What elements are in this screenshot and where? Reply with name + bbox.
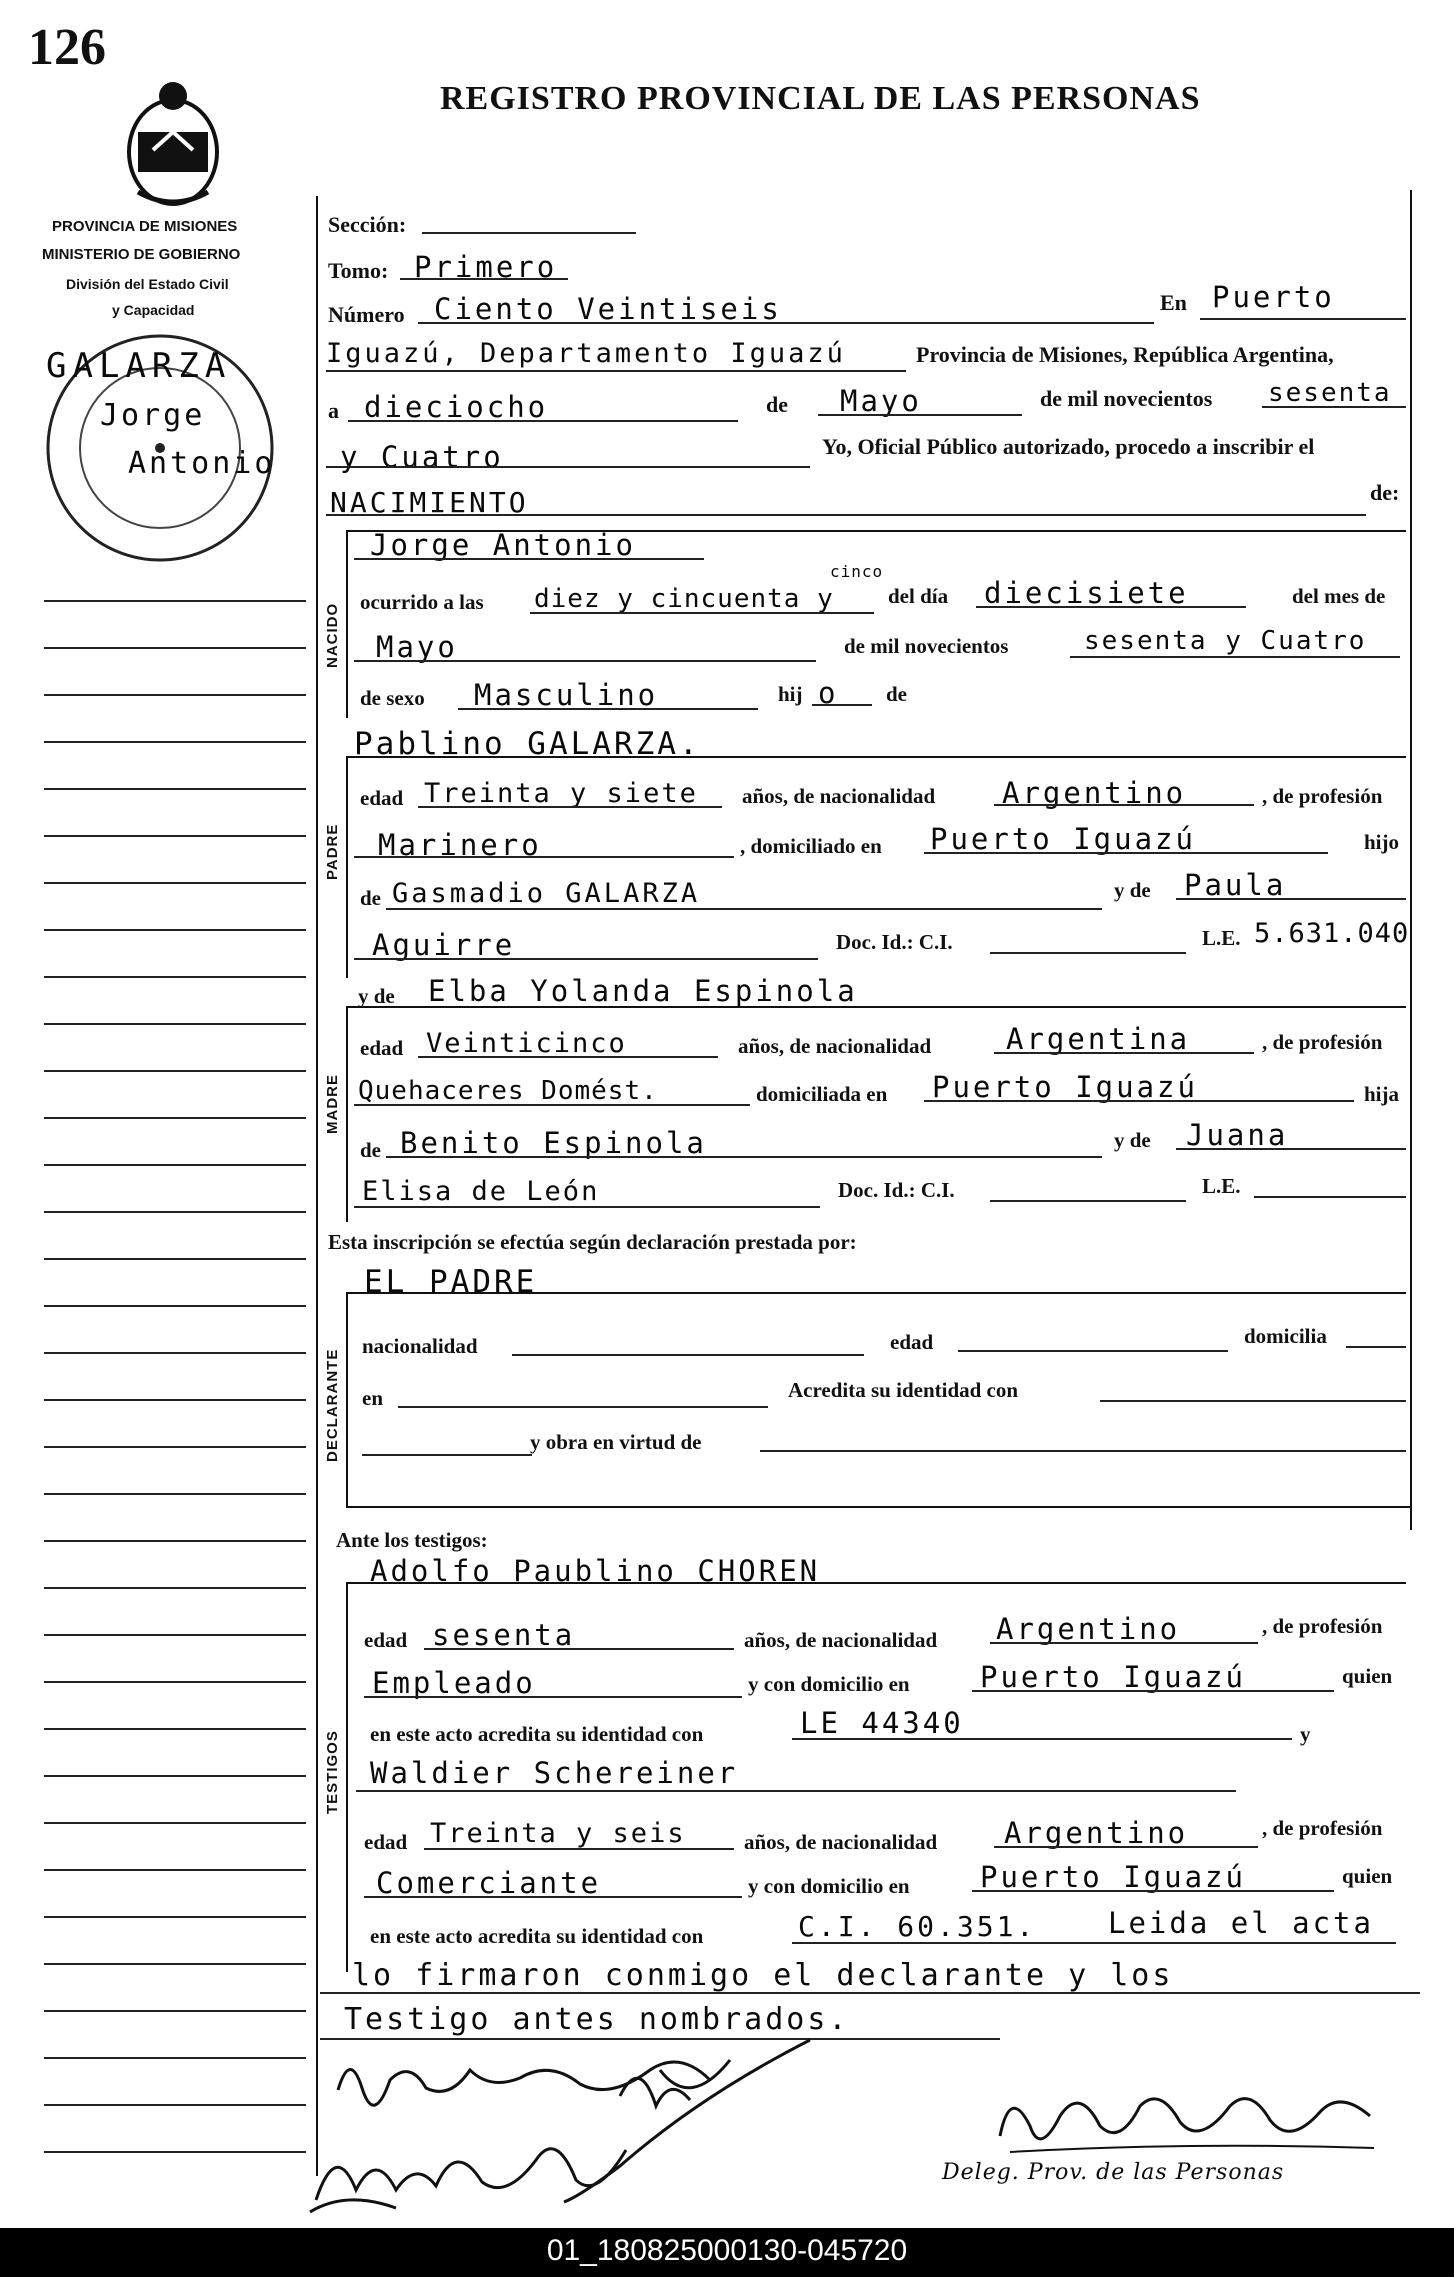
padre-left [346, 756, 348, 978]
madre-edad-line [418, 1056, 718, 1058]
decl-obra-line-2 [760, 1450, 1406, 1452]
numero-line [418, 322, 1154, 324]
padre-prof-label: , de profesión [1262, 784, 1383, 808]
inscripcion-label: Esta inscripción se efectúa según declaración prestada por: [328, 1230, 857, 1254]
madre-y-de-2-label: y de [1114, 1128, 1151, 1152]
decl-en-label: en [362, 1386, 383, 1410]
padre-dom-line [924, 852, 1328, 854]
mes-nac-value[interactable]: Mayo [376, 630, 458, 664]
margin-rule [44, 2151, 306, 2153]
padre-nombre-value[interactable]: Pablino GALARZA. [354, 726, 701, 762]
padre-hijo-label: hijo [1364, 830, 1400, 854]
madre-y-de-label: y de [358, 984, 395, 1008]
padre-nac-line [994, 804, 1254, 806]
t2-acredita-label: en este acto acredita su identidad con [370, 1924, 704, 1948]
de-label: de [766, 392, 788, 417]
declarante-bottom [346, 1506, 1410, 1508]
yo-label: Yo, Oficial Público autorizado, procedo a inscribir el [822, 434, 1315, 459]
madre-nac-line [994, 1052, 1254, 1054]
madre-prof-value[interactable]: Quehaceres Domést. [358, 1076, 658, 1106]
hijo-o-value[interactable]: o [818, 676, 839, 710]
ministry-line-4: y Capacidad [112, 302, 195, 318]
signature-right [990, 2076, 1390, 2166]
padre-nac-value[interactable]: Argentino [1002, 776, 1187, 810]
decl-acredita-line [1100, 1400, 1406, 1402]
t1-acredita-label: en este acto acredita su identidad con [370, 1722, 704, 1746]
margin-rule [44, 882, 306, 884]
margin-rule [44, 647, 306, 649]
madre-nac-value[interactable]: Argentina [1006, 1022, 1191, 1056]
side-label-declarante: DECLARANTE [324, 1348, 341, 1462]
margin-rule [44, 741, 306, 743]
tomo-label: Tomo: [328, 258, 389, 283]
padre-edad-line [418, 806, 722, 808]
ministry-line-3: División del Estado Civil [66, 276, 229, 292]
side-label-testigos: TESTIGOS [324, 1730, 341, 1814]
dia-nac-value[interactable]: diecisiete [984, 576, 1189, 610]
decl-acredita-label: Acredita su identidad con [788, 1378, 1019, 1402]
nacido-nombre-value[interactable]: Jorge Antonio [370, 528, 636, 562]
t2-doc-line [792, 1942, 1396, 1944]
a-label: a [328, 398, 339, 423]
signature-caption: Deleg. Prov. de las Personas [942, 2160, 1285, 2185]
t2-dom-line [972, 1890, 1334, 1892]
t1-prof-label: , de profesión [1262, 1614, 1383, 1638]
declarante-left [346, 1292, 348, 1508]
t1-edad-value[interactable]: sesenta [432, 1618, 576, 1652]
dia-inscr-line [348, 420, 738, 422]
madre-hija-label: hija [1364, 1082, 1400, 1106]
acto-line [326, 514, 1366, 516]
padre-le-label: L.E. [1202, 926, 1241, 950]
madre-prof-label: , de profesión [1262, 1030, 1383, 1054]
anio-inscr-value-1[interactable]: sesenta [1268, 378, 1392, 408]
madre-nombre-value[interactable]: Elba Yolanda Espinola [428, 974, 858, 1008]
t2-nac-line [994, 1846, 1258, 1848]
del-mes-label: del mes de [1292, 584, 1386, 608]
padre-prof-line [354, 856, 734, 858]
hijo-label: hij [778, 682, 803, 706]
madre-prof-line [354, 1104, 750, 1106]
page-title: REGISTRO PROVINCIAL DE LAS PERSONAS [440, 80, 1201, 117]
en-label: En [1160, 290, 1187, 315]
mes-nac-line [354, 660, 816, 662]
sexo-label: de sexo [360, 686, 425, 710]
padre-padre-value[interactable]: Gasmadio GALARZA [392, 878, 701, 909]
side-label-nacido: NACIDO [324, 602, 341, 668]
hijo-line [812, 704, 872, 706]
t2-prof-line [364, 1896, 742, 1898]
closing-line-1[interactable]: lo firmaron conmigo el declarante y los [352, 1958, 1174, 1993]
padre-dom-label: , domiciliado en [740, 834, 882, 858]
anio-inscr-line-2 [326, 466, 810, 468]
margin-rule [44, 1117, 306, 1119]
margin-rule [44, 1446, 306, 1448]
t2-edad-label: edad [364, 1830, 408, 1854]
margin-rule [44, 1775, 306, 1777]
padre-edad-label: edad [360, 786, 404, 810]
t1-doc-line [792, 1738, 1292, 1740]
de-end-label: de: [1370, 480, 1400, 505]
margin-rule [44, 1023, 306, 1025]
margin-rule [44, 1540, 306, 1542]
anio-inscr-line [1262, 406, 1406, 408]
margin-rule [44, 1681, 306, 1683]
footer-code: 01_180825000130-045720 [546, 2234, 908, 2267]
t1-prof-value[interactable]: Empleado [372, 1666, 536, 1700]
tomo-line [400, 278, 568, 280]
madre-nac-label: años, de nacionalidad [738, 1034, 932, 1058]
decl-obra-line-1 [362, 1454, 532, 1456]
dia-nac-line [976, 606, 1246, 608]
t2-prof-value[interactable]: Comerciante [376, 1866, 602, 1900]
margin-rule [44, 1070, 306, 1072]
decl-obra-label: y obra en virtud de [530, 1430, 702, 1454]
decl-domicilia-label: domicilia [1244, 1324, 1327, 1348]
t2-nac-label: años, de nacionalidad [744, 1830, 938, 1854]
margin-name-2: Antonio [128, 446, 276, 481]
margin-rule [44, 2104, 306, 2106]
closing-line-2[interactable]: Testigo antes nombrados. [344, 2002, 850, 2037]
margin-rule [44, 1587, 306, 1589]
t2-edad-line [424, 1848, 734, 1850]
margin-rule [44, 1258, 306, 1260]
tomo-value[interactable]: Primero [414, 250, 558, 284]
madre-de-label: de [360, 1138, 381, 1162]
leida-value[interactable]: Leida el acta [1108, 1906, 1374, 1940]
padre-y-de-label: y de [1114, 878, 1151, 902]
margin-name-1: Jorge [100, 398, 206, 433]
decl-en-line [398, 1406, 768, 1408]
madre-doc-label: Doc. Id.: C.I. [838, 1178, 955, 1202]
margin-surname: GALARZA [46, 346, 232, 386]
margin-rule [44, 788, 306, 790]
margin-rule [44, 1211, 306, 1213]
t1-edad-line [424, 1648, 734, 1650]
t2-nombre-line [356, 1790, 1236, 1792]
en-line [1200, 318, 1406, 320]
madre-padre-value[interactable]: Benito Espinola [400, 1126, 707, 1160]
decl-nacionalidad-label: nacionalidad [362, 1334, 478, 1358]
lugar-value[interactable]: Iguazú, Departamento Iguazú [326, 338, 846, 369]
acto-value[interactable]: NACIMIENTO [330, 486, 529, 519]
padre-doc-line [990, 952, 1186, 954]
signature-long-stroke [560, 2036, 820, 2206]
cinco-value[interactable]: cinco [830, 562, 884, 581]
t1-nac-label: años, de nacionalidad [744, 1628, 938, 1652]
madre-dom-label: domiciliada en [756, 1082, 888, 1106]
mes-inscr-line [818, 414, 1022, 416]
mil2-label: de mil novecientos [844, 634, 1009, 658]
madre-edad-value[interactable]: Veinticinco [426, 1028, 627, 1059]
t1-nac-line [990, 1642, 1258, 1644]
nacido-left [346, 530, 348, 718]
lugar-line [326, 370, 906, 372]
padre-edad-value[interactable]: Treinta y siete [424, 778, 698, 809]
mil-label: de mil novecientos [1040, 386, 1213, 411]
frame-right [1410, 190, 1412, 1530]
del-dia-label: del día [888, 584, 949, 608]
madre-madre-line [1176, 1148, 1406, 1150]
margin-rule [44, 1916, 306, 1918]
margin-rule [44, 976, 306, 978]
numero-value[interactable]: Ciento Veintiseis [434, 292, 782, 326]
t1-dom-line [972, 1690, 1334, 1692]
sexo-line [458, 708, 758, 710]
padre-doc-label: Doc. Id.: C.I. [836, 930, 953, 954]
margin-rule [44, 1728, 306, 1730]
madre-madre-line-2 [354, 1206, 820, 1208]
decl-domicilia-line [1346, 1346, 1406, 1348]
closing-line-1-rule [320, 1992, 1420, 1994]
margin-rule [44, 1352, 306, 1354]
hora-line [530, 612, 874, 614]
margin-rule [44, 600, 306, 602]
ministry-line-2: MINISTERIO DE GOBIERNO [42, 246, 241, 263]
t1-edad-label: edad [364, 1628, 408, 1652]
padre-madre-value-2[interactable]: Aguirre [372, 928, 516, 962]
madre-dom-value[interactable]: Puerto Iguazú [932, 1070, 1198, 1104]
anio-nac-line [1070, 656, 1400, 658]
madre-madre-value-2[interactable]: Elisa de León [362, 1176, 600, 1207]
t2-nombre-value[interactable]: Waldier Schereiner [370, 1756, 739, 1790]
margin-rule [44, 2010, 306, 2012]
padre-madre-value-1[interactable]: Paula [1184, 868, 1287, 902]
madre-le-label: L.E. [1202, 1174, 1241, 1198]
margin-rule [44, 1399, 306, 1401]
t1-y-label: y [1300, 1722, 1311, 1746]
numero-label: Número [328, 302, 405, 327]
margin-rule [44, 1634, 306, 1636]
hora-value[interactable]: diez y cincuenta y [534, 584, 834, 614]
t1-dom-label: y con domicilio en [748, 1672, 910, 1696]
decl-edad-label: edad [890, 1330, 934, 1354]
t1-doc-value[interactable]: LE 44340 [800, 1706, 964, 1740]
decl-nacionalidad-line [512, 1354, 864, 1356]
margin-rule [44, 1305, 306, 1307]
margin-rule [44, 1869, 306, 1871]
testigos-left [346, 1582, 348, 1972]
margin-rule [44, 835, 306, 837]
anio-inscr-value-2[interactable]: y Cuatro [340, 440, 504, 474]
declarante-value[interactable]: EL PADRE [364, 1264, 538, 1300]
madre-padre-line [386, 1156, 1102, 1158]
padre-dom-value[interactable]: Puerto Iguazú [930, 822, 1196, 856]
t2-quien-label: quien [1342, 1864, 1393, 1888]
de2-label: de [886, 682, 907, 706]
t2-dom-label: y con domicilio en [748, 1874, 910, 1898]
madre-madre-value-1[interactable]: Juana [1186, 1118, 1289, 1152]
margin-rule [44, 1164, 306, 1166]
side-label-padre: PADRE [324, 823, 341, 880]
side-label-madre: MADRE [324, 1074, 341, 1134]
margin-rule [44, 1822, 306, 1824]
page-number: 126 [28, 19, 106, 76]
padre-madre-line [1176, 898, 1406, 900]
mes-inscr-value[interactable]: Mayo [840, 384, 922, 418]
padre-nac-label: años, de nacionalidad [742, 784, 936, 808]
anio-nac-value[interactable]: sesenta y Cuatro [1084, 626, 1367, 656]
t1-dom-value[interactable]: Puerto Iguazú [980, 1660, 1246, 1694]
t2-edad-value[interactable]: Treinta y seis [430, 1818, 686, 1849]
madre-edad-label: edad [360, 1036, 404, 1060]
testigos-label: Ante los testigos: [336, 1528, 488, 1552]
padre-padre-line [386, 908, 1102, 910]
margin-rule [44, 1963, 306, 1965]
t2-doc-value[interactable]: C.I. 60.351. [798, 1910, 1037, 1943]
t1-quien-label: quien [1342, 1664, 1393, 1688]
t2-nac-value[interactable]: Argentino [1004, 1816, 1189, 1850]
padre-prof-value[interactable]: Marinero [378, 828, 542, 862]
sexo-value[interactable]: Masculino [474, 678, 659, 712]
madre-dom-line [924, 1100, 1354, 1102]
coat-of-arms-icon [118, 72, 228, 212]
t1-prof-line [364, 1696, 742, 1698]
margin-rule [44, 929, 306, 931]
padre-de-label: de [360, 886, 381, 910]
t1-nac-value[interactable]: Argentino [996, 1612, 1181, 1646]
frame-left [316, 196, 318, 2176]
t2-prof-label: , de profesión [1262, 1816, 1383, 1840]
madre-left [346, 1006, 348, 1222]
decl-edad-line [958, 1350, 1228, 1352]
margin-rule [44, 1493, 306, 1495]
ministry-line-1: PROVINCIA DE MISIONES [52, 218, 238, 235]
dia-inscr-value[interactable]: dieciocho [364, 390, 549, 424]
t2-dom-value[interactable]: Puerto Iguazú [980, 1860, 1246, 1894]
madre-doc-line [990, 1200, 1186, 1202]
padre-madre-line-2 [354, 958, 818, 960]
en-value[interactable]: Puerto [1212, 280, 1335, 314]
nacido-nombre-line [354, 558, 704, 560]
madre-le-line [1254, 1196, 1406, 1198]
margin-rule [44, 694, 306, 696]
seccion-label: Sección: [328, 212, 407, 237]
margin-rule [44, 2057, 306, 2059]
provincia-label: Provincia de Misiones, República Argentina, [916, 342, 1334, 367]
seccion-line [422, 232, 636, 234]
ocurrido-label: ocurrido a las [360, 590, 484, 614]
t1-nombre-value[interactable]: Adolfo Paublino CHOREN [370, 1554, 821, 1588]
padre-le-value[interactable]: 5.631.040 [1254, 918, 1410, 949]
